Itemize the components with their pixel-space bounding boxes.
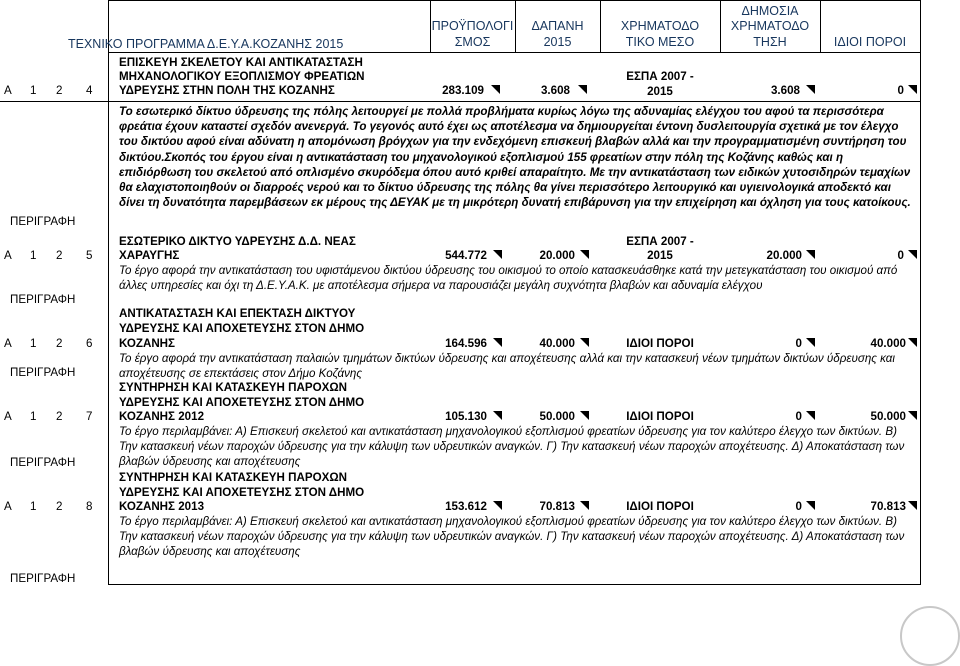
budget-value: 105.130 [445, 410, 487, 423]
funding-line1: ΕΣΠΑ 2007 - [626, 70, 694, 83]
project-title-line3: ΥΔΡΕΥΣΗΣ ΣΤΗΝ ΠΟΛΗ ΤΗΣ ΚΟΖΑΝΗΣ [119, 84, 335, 97]
project-description: Το έργο περιλαμβάνει: Α) Επισκευή σκελετού και αντικατάσταση μηχανολογικού εξοπλισμού φρεατίων ύδρευσης για τον καλύτερο έλεγχο των δικτύων. Β) Την κατασκευή νέων παροχών ύδρευσης για την κάλυψη των υδρευτικών αναγκών. Γ) Την κατασκευή νέων παροχών αποχέτευσης. Δ) Αποκατάσταση των βλαβών ύδρευσης και αποχέτευσης [119, 425, 905, 469]
public-value: 0 [795, 410, 802, 423]
project-title-line3: ΚΟΖΑΝΗΣ 2013 [119, 500, 205, 513]
comment-marker-icon [491, 85, 500, 94]
project-title-line2: ΥΔΡΕΥΣΗΣ ΚΑΙ ΑΠΟΧΕΤΕΥΣΗΣ ΣΤΟΝ ΔΗΜΟ [119, 396, 365, 409]
project-title-line3: ΚΟΖΑΝΗΣ 2012 [119, 410, 205, 423]
description-label: ΠΕΡΙΓΡΑΦΗ [10, 215, 76, 228]
budget-value: 153.612 [445, 500, 487, 513]
code-c: 2 [56, 410, 63, 423]
project-title-line3: ΚΟΖΑΝΗΣ [119, 337, 176, 350]
comment-marker-icon [806, 250, 815, 259]
public-value: 3.608 [770, 84, 800, 97]
comment-marker-icon [908, 250, 917, 259]
code-c: 2 [56, 337, 63, 350]
project-title-line1: ΕΠΙΣΚΕΥΗ ΣΚΕΛΕΤΟΥ ΚΑΙ ΑΝΤΙΚΑΤΑΣΤΑΣΗ [119, 56, 363, 69]
funding-line2: 2015 [647, 249, 673, 262]
project-title-line2: ΥΔΡΕΥΣΗΣ ΚΑΙ ΑΠΟΧΕΤΕΥΣΗΣ ΣΤΟΝ ΔΗΜΟ [119, 486, 365, 499]
funding-value: ΙΔΙΟΙ ΠΟΡΟΙ [626, 410, 694, 423]
code-b: 1 [30, 410, 37, 423]
comment-marker-icon [580, 338, 589, 347]
rule-right [920, 0, 921, 585]
col-expense-header-line1: ΔΑΠΑΝΗ [531, 19, 584, 33]
rule-left [108, 0, 109, 585]
code-b: 1 [30, 500, 37, 513]
funding-value: ΙΔΙΟΙ ΠΟΡΟΙ [626, 337, 694, 350]
rule-bottom [108, 584, 920, 585]
code-c: 2 [56, 84, 63, 97]
project-title-line1: ΕΣΩΤΕΡΙΚΟ ΔΙΚΤΥΟ ΥΔΡΕΥΣΗΣ Δ.Δ. ΝΕΑΣ [119, 235, 356, 248]
comment-marker-icon [580, 501, 589, 510]
comment-marker-icon [493, 250, 502, 259]
expense-value: 70.813 [539, 500, 575, 513]
col-funding-header-line2: ΤΙΚΟ ΜΕΣΟ [625, 35, 695, 49]
code-c: 2 [56, 500, 63, 513]
comment-marker-icon [580, 411, 589, 420]
budget-value: 164.596 [445, 337, 487, 350]
watermark-stamp-logo [900, 606, 960, 666]
col-budget-header-line2: ΣΜΟΣ [454, 35, 491, 49]
code-a: Α [4, 500, 12, 513]
comment-marker-icon [908, 338, 917, 347]
comment-marker-icon [580, 250, 589, 259]
col-own-header: ΙΔΙΟΙ ΠΟΡΟΙ [833, 35, 907, 49]
code-num: 7 [86, 410, 93, 423]
col-expense-header-line2: 2015 [543, 35, 572, 49]
col-budget-header-line1: ΠΡΟΫΠΟΛΟΓΙ [431, 19, 514, 33]
public-value: 0 [795, 500, 802, 513]
project-title-line1: ΣΥΝΤΗΡΗΣΗ ΚΑΙ ΚΑΤΑΣΚΕΥΗ ΠΑΡΟΧΩΝ [119, 471, 348, 484]
code-num: 8 [86, 500, 93, 513]
comment-marker-icon [908, 85, 917, 94]
project-title-line1: ΣΥΝΤΗΡΗΣΗ ΚΑΙ ΚΑΤΑΣΚΕΥΗ ΠΑΡΟΧΩΝ [119, 381, 348, 394]
code-num: 5 [86, 249, 93, 262]
own-value: 70.813 [870, 500, 906, 513]
code-a: Α [4, 84, 12, 97]
code-a: Α [4, 249, 12, 262]
public-value: 20.000 [766, 249, 802, 262]
own-value: 50.000 [870, 410, 906, 423]
comment-marker-icon [578, 85, 587, 94]
col-public-header-line1: ΔΗΜΟΣΙΑ [741, 4, 799, 18]
expense-value: 20.000 [539, 249, 575, 262]
description-label: ΠΕΡΙΓΡΑΦΗ [10, 572, 76, 585]
project-title-line2: ΜΗΧΑΝΟΛΟΓΙΚΟΥ ΕΞΟΠΛΙΣΜΟΥ ΦΡΕΑΤΙΩΝ [119, 70, 365, 83]
col-public-header-line2: ΧΡΗΜΑΤΟΔΟ [730, 19, 810, 33]
project-title-line1: ΑΝΤΙΚΑΤΑΣΤΑΣΗ ΚΑΙ ΕΠΕΚΤΑΣΗ ΔΙΚΤΥΟΥ [119, 307, 356, 320]
description-label: ΠΕΡΙΓΡΑΦΗ [10, 293, 76, 306]
public-value: 0 [795, 337, 802, 350]
expense-value: 3.608 [540, 84, 570, 97]
code-b: 1 [30, 249, 37, 262]
code-num: 6 [86, 337, 93, 350]
col-funding-header-line1: ΧΡΗΜΑΤΟΔΟ [620, 19, 700, 33]
comment-marker-icon [908, 411, 917, 420]
code-b: 1 [30, 84, 37, 97]
own-value: 0 [897, 249, 904, 262]
program-title: ΤΕΧΝΙΚΟ ΠΡΟΓΡΑΜΜΑ Δ.Ε.Υ.Α.ΚΟΖΑΝΗΣ 2015 [68, 37, 344, 51]
code-num: 4 [86, 84, 93, 97]
comment-marker-icon [806, 411, 815, 420]
comment-marker-icon [493, 411, 502, 420]
comment-marker-icon [493, 338, 502, 347]
funding-line1: ΕΣΠΑ 2007 - [626, 235, 694, 248]
code-a: Α [4, 410, 12, 423]
project-description: Το έργο περιλαμβάνει: Α) Επισκευή σκελετού και αντικατάσταση μηχανολογικού εξοπλισμού φρεατίων ύδρευσης για τον καλύτερο έλεγχο των δικτύων. Β) Την κατασκευή νέων παροχών ύδρευσης για την κάλυψη των υδρευτικών αναγκών. Γ) Την κατασκευή νέων παροχών αποχέτευσης. Δ) Αποκατάσταση των βλαβών ύδρευσης και αποχέτευσης [119, 515, 905, 559]
description-label: ΠΕΡΙΓΡΑΦΗ [10, 366, 76, 379]
code-b: 1 [30, 337, 37, 350]
comment-marker-icon [806, 338, 815, 347]
project-description: Το έργο αφορά την αντικατάσταση παλαιών τμημάτων δικτύων ύδρευσης και αποχέτευσης αλλά και την κατασκευή νέων τμημάτων δικτύων ύδρευσης και αποχέτευσης σε επεκτάσεις στον Δήμο Κοζάνης [119, 352, 895, 381]
comment-marker-icon [806, 85, 815, 94]
project-description: Το έργο αφορά την αντικατάσταση του υφιστάμενου δικτύου ύδρευσης του οικισμού το οποίο κατασκευάσθηκε κατά την μετεγκατάσταση του οικισμού από άλλες υπηρεσίες και όχι τη Δ.Ε.Υ.Α.Κ. με αποτέλεσμα σήμερα να παρουσιάζει μεγάλη συχνότητα βλαβών και αδυναμία ελέγχου [119, 264, 898, 293]
budget-value: 283.109 [442, 84, 484, 97]
description-label: ΠΕΡΙΓΡΑΦΗ [10, 456, 76, 469]
rule-row4-bottom [0, 101, 920, 102]
comment-marker-icon [806, 501, 815, 510]
rule-top [108, 0, 920, 1]
own-value: 40.000 [870, 337, 906, 350]
expense-value: 50.000 [539, 410, 575, 423]
rule-header-bottom [108, 52, 920, 53]
budget-value: 544.772 [445, 249, 487, 262]
comment-marker-icon [908, 501, 917, 510]
col-public-header-line3: ΤΗΣΗ [753, 35, 787, 49]
comment-marker-icon [493, 501, 502, 510]
code-c: 2 [56, 249, 63, 262]
project-title-line2: ΥΔΡΕΥΣΗΣ ΚΑΙ ΑΠΟΧΕΤΕΥΣΗΣ ΣΤΟΝ ΔΗΜΟ [119, 322, 365, 335]
project-title-line2: ΧΑΡΑΥΓΗΣ [119, 249, 180, 262]
expense-value: 40.000 [539, 337, 575, 350]
funding-line2: 2015 [647, 85, 673, 98]
own-value: 0 [897, 84, 904, 97]
code-a: Α [4, 337, 12, 350]
funding-value: ΙΔΙΟΙ ΠΟΡΟΙ [626, 500, 694, 513]
project-description: Το εσωτερικό δίκτυο ύδρευσης της πόλης λειτουργεί με πολλά προβλήματα κυρίως λόγω της αδυναμίας ελέγχου του αφού τα περισσότερα φρεάτια έχουν καταστεί σχεδόν ανενεργά. Το γεγονός αυτό έχει ως αποτέλεσμα να δημιουργείται έντονη δυσλειτουργία σχετικά με τον έλεγχο του δικτύου αφού είναι αδύνατη η απομόνωση βρόγχων για την ενδεχόμενη επισκευή βλαβών αλλά και την προγραμματισμένη συντήρηση του δικτύου.Σκοπός του έργου είναι η αντικατάσταση του μηχανολογικού εξοπλισμού 155 φρεατίων στην πόλη της Κοζάνης καθώς και η επιδιόρθωση του σκελετού από οπλισμένο σκυρόδεμα όπου αυτό κριθεί απαραίτητο. Με την αντικατάσταση των ειδικών χυτοσιδηρών τεμαχίων θα ελαχιστοποιηθούν οι διαρροές νερού και το δίκτυο ύδρευσης της πόλης θα γίνει περισσότερο λειτουργικό και υγιεινολογικά αποδεκτό και δίνει τη δυνατότητα παρεμβάσεων εκ μέρους της ΔΕΥΑΚ με τη μικρότερη δυνατή επιβάρυνση για την επιχείρηση και όχληση για τους κατοίκους. [119, 105, 911, 210]
